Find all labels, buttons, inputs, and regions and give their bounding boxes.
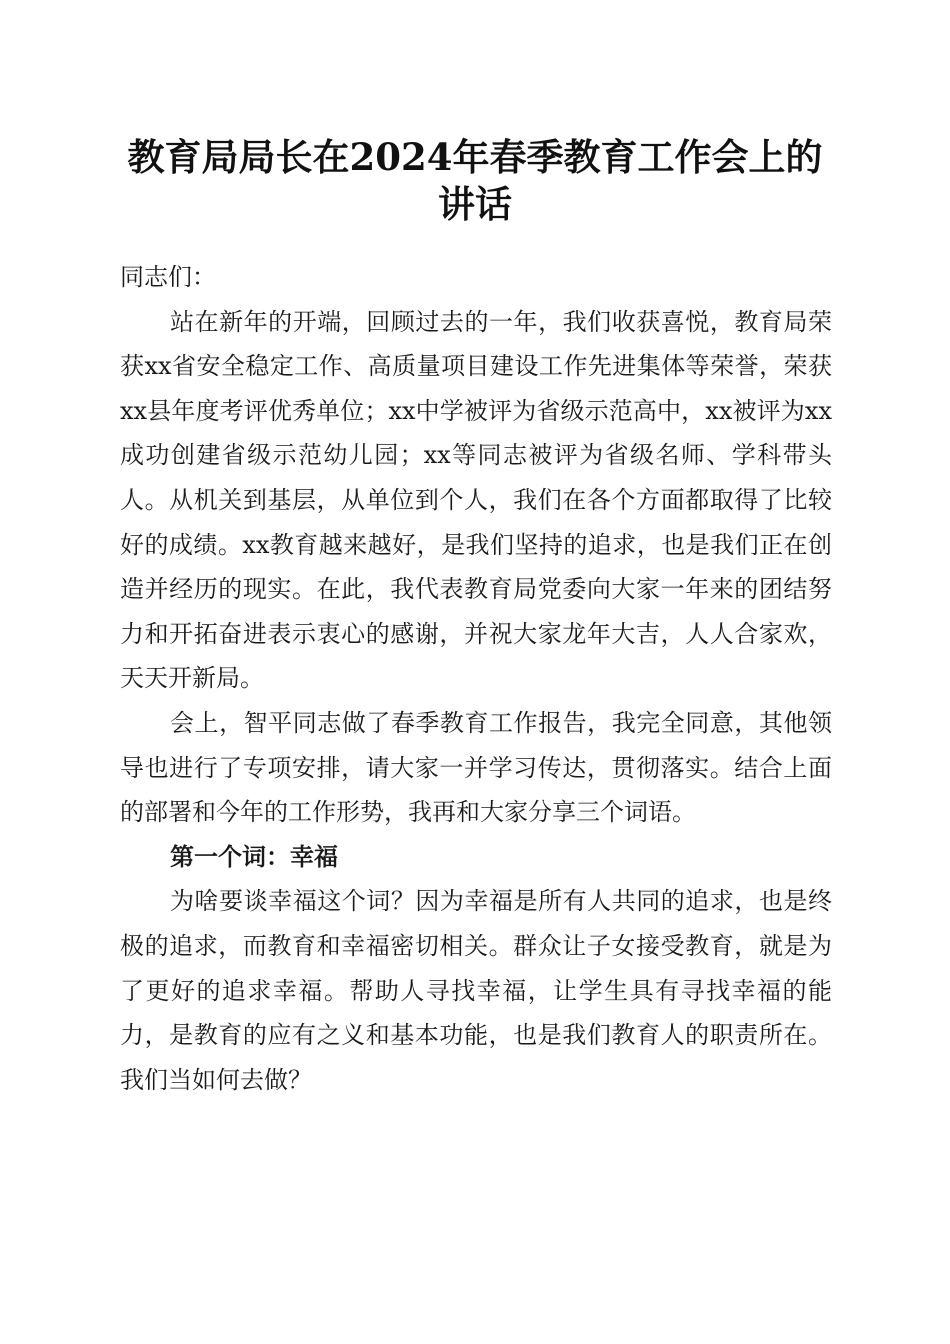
salutation: 同志们： bbox=[120, 263, 216, 291]
paragraph-happiness: 为啥要谈幸福这个词？因为幸福是所有人共同的追求，也是终极的追求，而教育和幸福密切相关。群众让子女接受教育，就是为了更好的追求幸福。帮助人寻找幸福，让学生具有寻找幸福的能力，是教育的应有之义和基本功能，也是我们教育人的职责所在。我们当如何去做？ bbox=[120, 887, 832, 1094]
section-heading: 第一个词：幸福 bbox=[170, 841, 338, 871]
document-title: 教育局局长在2024年春季教育工作会上的讲话 bbox=[127, 135, 823, 226]
document-body bbox=[120, 255, 832, 1102]
paragraph-opening: 站在新年的开端，回顾过去的一年，我们收获喜悦，教育局荣获xx省安全稳定工作、高质量项目建设工作先进集体等荣誉，荣获xx县年度考评优秀单位；xx中学被评为省级示范高中，xx被评为xx成功创建省级示范幼儿园；xx等同志被评为省级名师、学科带头人。从机关到基层，从单位到个人，我们在各个方面都取得了比较好的成绩。xx教育越来越好，是我们坚持的追求，也是我们正在创造并经历的现实。在此，我代表教育局党委向大家一年来的团结努力和开拓奋进表示衷心的感谢，并祝大家龙年大吉，人人合家欢，天天开新局。 bbox=[120, 307, 832, 693]
paragraph-meeting: 会上，智平同志做了春季教育工作报告，我完全同意，其他领导也进行了专项安排，请大家一并学习传达，贯彻落实。结合上面的部署和今年的工作形势，我再和大家分享三个词语。 bbox=[120, 708, 832, 827]
